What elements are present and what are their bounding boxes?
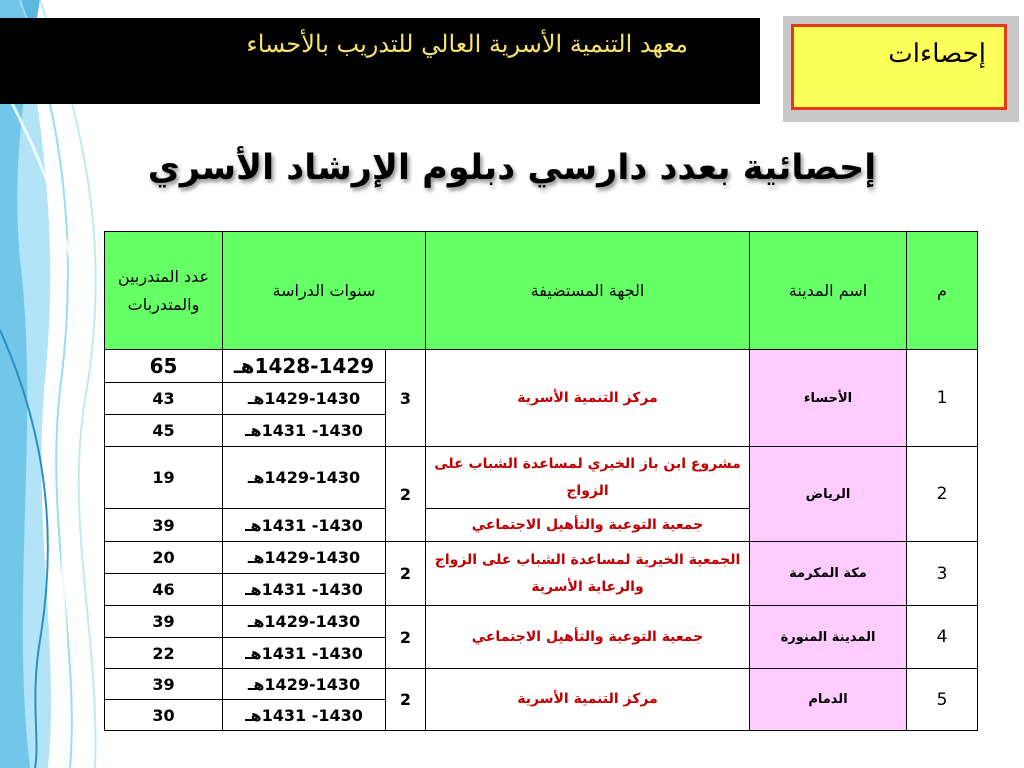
host-cell: مشروع ابن باز الخيري لمساعدة الشباب على الزواج	[426, 447, 750, 509]
city-cell: الرياض	[750, 447, 907, 542]
city-cell: المدينة المنورة	[750, 606, 907, 669]
years-cell: 2	[386, 542, 426, 606]
period-cell: 1429-1430هـ	[223, 447, 386, 509]
table-row	[105, 350, 978, 383]
row-number: 5	[907, 669, 978, 731]
period-cell: 1430- 1431هـ	[223, 700, 386, 731]
host-cell: جمعية التوعية والتأهيل الاجتماعي	[426, 606, 750, 669]
city-cell: مكة المكرمة	[750, 542, 907, 606]
statistics-table	[104, 231, 978, 731]
host-cell: الجمعية الخيرية لمساعدة الشباب على الزواج والرعاية الأسرية	[426, 542, 750, 606]
header-city: اسم المدينة	[750, 232, 907, 350]
host-cell: مركز التنمية الأسرية	[426, 350, 750, 447]
period-cell: 1430- 1431هـ	[223, 574, 386, 606]
count-cell: 46	[105, 574, 223, 606]
period-cell: 1429-1430هـ	[223, 383, 386, 415]
section-label-box	[783, 16, 1019, 122]
period-cell: 1429-1430هـ	[223, 669, 386, 700]
table-row	[105, 542, 978, 574]
host-cell: جمعية التوعية والتأهيل الاجتماعي	[426, 509, 750, 542]
row-number: 3	[907, 542, 978, 606]
years-cell: 2	[386, 606, 426, 669]
header-years: سنوات الدراسة	[223, 232, 426, 350]
city-cell: الدمام	[750, 669, 907, 731]
count-cell: 43	[105, 383, 223, 415]
count-cell: 19	[105, 447, 223, 509]
count-cell: 39	[105, 669, 223, 700]
years-cell: 3	[386, 350, 426, 447]
section-label: إحصاءات	[888, 39, 986, 69]
row-number: 4	[907, 606, 978, 669]
page-title: إحصائية بعدد دارسي دبلوم الإرشاد الأسري	[147, 148, 877, 188]
count-cell: 22	[105, 638, 223, 669]
period-cell: 1430- 1431هـ	[223, 415, 386, 447]
count-cell: 30	[105, 700, 223, 731]
header-bar	[0, 18, 760, 104]
years-cell: 2	[386, 669, 426, 731]
row-number: 2	[907, 447, 978, 542]
period-cell: 1430- 1431هـ	[223, 638, 386, 669]
count-cell: 20	[105, 542, 223, 574]
count-cell: 45	[105, 415, 223, 447]
header-trainees: عدد المتدربين والمتدربات	[105, 232, 223, 350]
table-row	[105, 447, 978, 509]
count-cell: 39	[105, 509, 223, 542]
row-number: 1	[907, 350, 978, 447]
period-cell: 1429-1430هـ	[223, 542, 386, 574]
table-row	[105, 669, 978, 700]
city-cell: الأحساء	[750, 350, 907, 447]
host-cell: مركز التنمية الأسرية	[426, 669, 750, 731]
table-row	[105, 606, 978, 638]
header-number: م	[907, 232, 978, 350]
table-header-row	[105, 232, 978, 350]
period-cell: 1429-1430هـ	[223, 606, 386, 638]
header-host: الجهة المستضيفة	[426, 232, 750, 350]
section-label-frame	[791, 24, 1007, 110]
institute-title: معهد التنمية الأسرية العالي للتدريب بالأحساء	[246, 30, 688, 58]
period-cell: 1430- 1431هـ	[223, 509, 386, 542]
years-cell: 2	[386, 447, 426, 542]
count-cell: 39	[105, 606, 223, 638]
period-cell: 1428-1429هـ	[223, 350, 386, 383]
count-cell: 65	[105, 350, 223, 383]
